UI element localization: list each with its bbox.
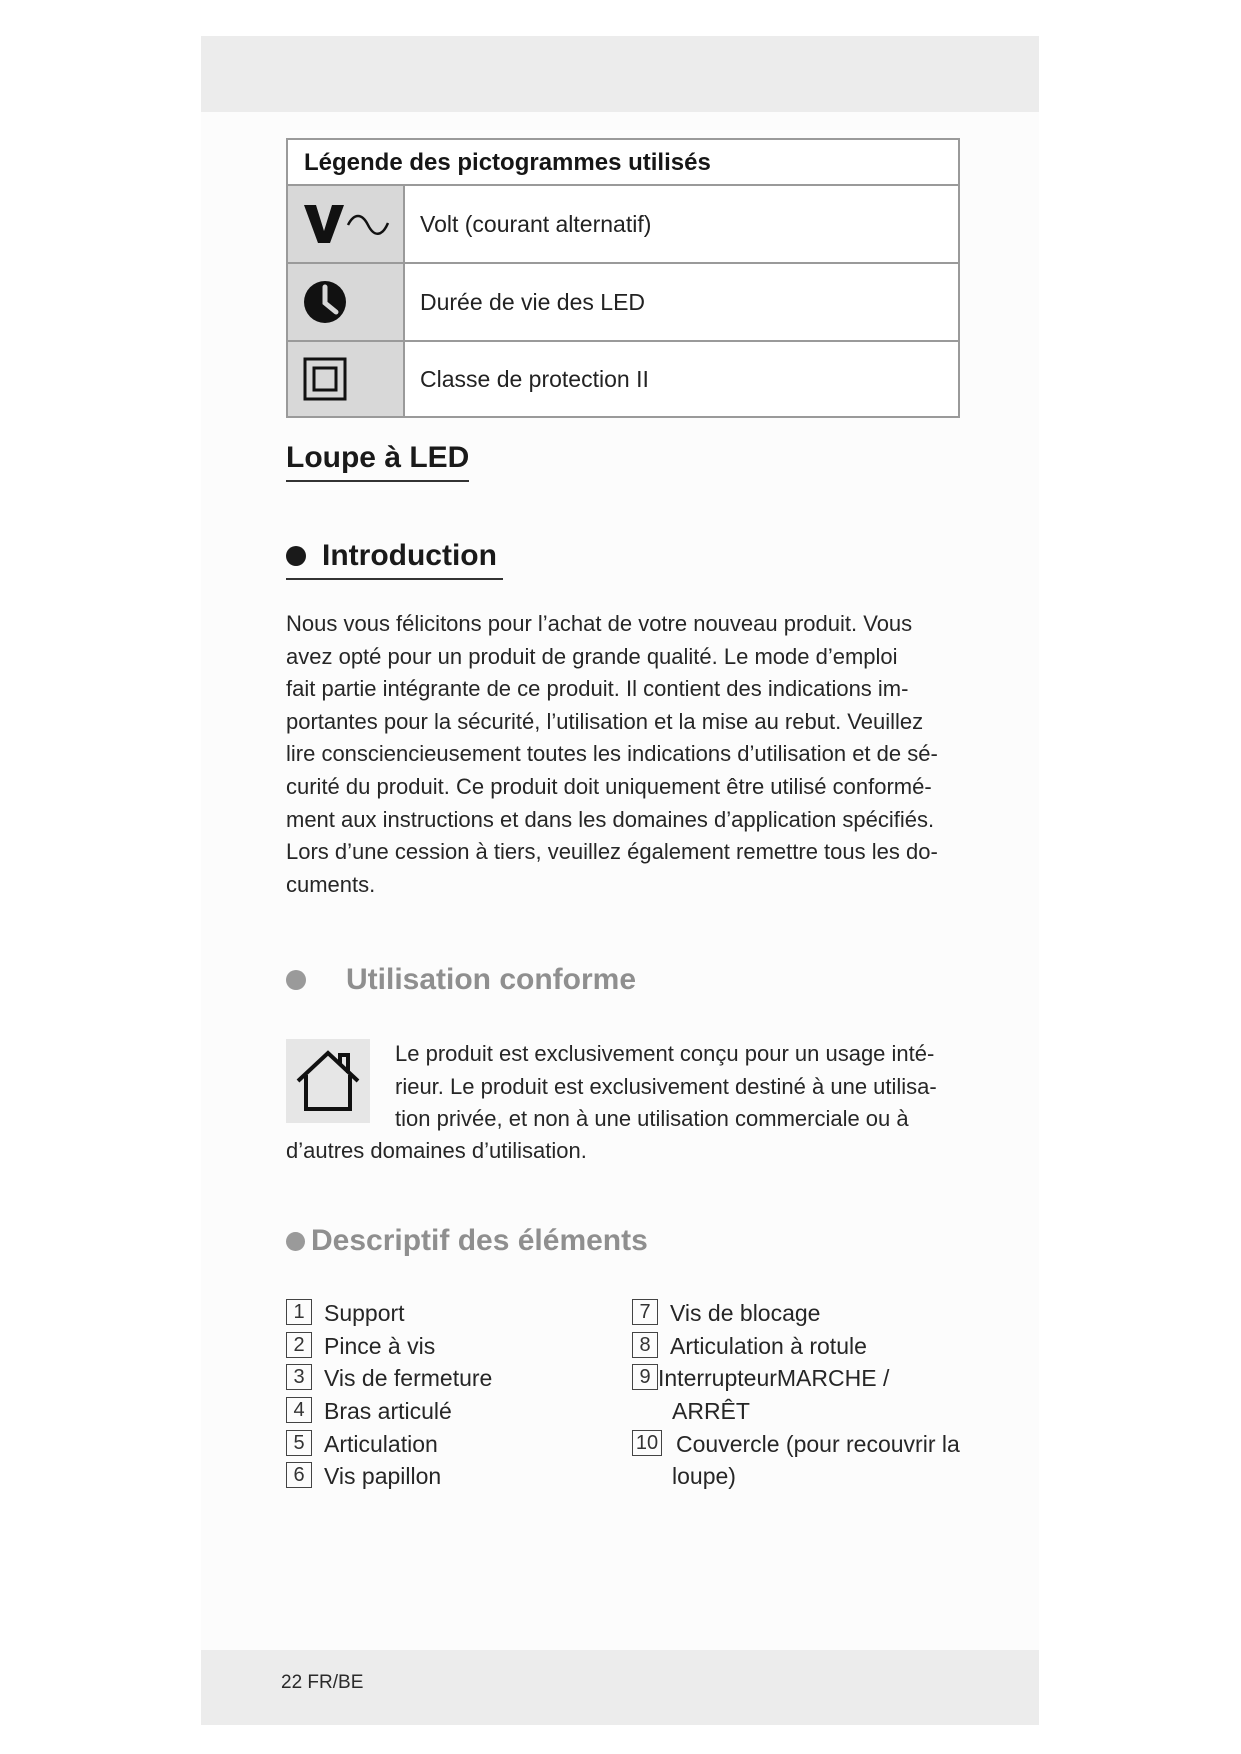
text-line: ment aux instructions et dans les domaines d’application spécifiés. (286, 806, 935, 832)
header-band (201, 36, 1039, 112)
list-item (632, 1297, 972, 1330)
part-label: InterrupteurMARCHE / (658, 1365, 890, 1392)
list-item (286, 1460, 616, 1493)
bullet-icon (286, 970, 306, 990)
part-number: 6 (286, 1462, 312, 1488)
list-item (286, 1297, 616, 1330)
part-label: Bras articulé (324, 1398, 452, 1425)
text-line: tion privée, et non à une utilisation commerciale ou à (395, 1106, 909, 1132)
part-label: Articulation à rotule (670, 1332, 867, 1359)
volt-ac-icon (288, 186, 405, 262)
part-label: Couvercle (pour recouvrir la (676, 1430, 960, 1457)
usage-indented-text (395, 1038, 965, 1136)
part-number: 9 (632, 1364, 658, 1390)
usage-last-line: d’autres domaines d’utilisation. (286, 1138, 587, 1163)
list-item (632, 1428, 972, 1461)
list-item (632, 1330, 972, 1363)
locale-label: FR/BE (307, 1672, 364, 1693)
text-line: Nous vous félicitons pour l’achat de votre nouveau produit. Vous (286, 611, 913, 636)
product-title: Loupe à LED (286, 440, 469, 482)
text-line: portantes pour la sécurité, l’utilisation et la mise au rebut. Veuillez (286, 708, 924, 734)
list-item (286, 1395, 616, 1428)
text-line: fait partie intégrante de ce produit. Il contient des indications im- (286, 676, 909, 702)
page-footer (281, 1672, 363, 1694)
legend-title: Légende des pictogrammes utilisés (288, 140, 958, 186)
legend-text: Volt (courant alternatif) (420, 210, 652, 237)
introduction-heading-text: Introduction (322, 539, 497, 572)
part-label: loupe) (672, 1463, 736, 1490)
part-label: Vis de blocage (670, 1300, 821, 1326)
clock-icon (288, 264, 405, 340)
part-number: 10 (632, 1430, 662, 1456)
text-line: Le produit est exclusivement conçu pour un usage inté- (395, 1041, 935, 1066)
usage-heading-text: Utilisation conforme (346, 963, 637, 996)
list-item-continuation (632, 1460, 972, 1493)
usage-heading (286, 962, 636, 998)
introduction-heading (286, 538, 503, 580)
protection-class-ii-icon (288, 342, 405, 416)
part-label: ARRÊT (672, 1398, 750, 1425)
part-number: 4 (286, 1397, 312, 1423)
part-number: 1 (286, 1299, 312, 1325)
list-item-continuation (632, 1395, 972, 1428)
legend-text: Classe de protection II (420, 365, 649, 392)
text-line: cuments. (286, 871, 376, 897)
pictogram-legend-table (286, 138, 960, 418)
introduction-paragraph (286, 608, 964, 901)
parts-list-right (632, 1297, 972, 1493)
parts-heading-text: Descriptif des éléments (311, 1224, 648, 1257)
legend-row (288, 342, 958, 416)
list-item (632, 1362, 972, 1395)
bullet-icon (286, 1232, 305, 1251)
part-number: 2 (286, 1332, 312, 1358)
part-label: Articulation (324, 1430, 438, 1457)
parts-list-left (286, 1297, 616, 1493)
legend-row (288, 264, 958, 342)
list-item (286, 1428, 616, 1461)
bullet-icon (286, 546, 306, 566)
legend-text: Durée de vie des LED (420, 288, 646, 315)
part-label: Support (324, 1300, 405, 1326)
house-icon (286, 1039, 370, 1123)
list-item (286, 1362, 616, 1395)
legend-row (288, 186, 958, 264)
text-line: lire consciencieusement toutes les indications d’utilisation et de sé- (286, 741, 938, 767)
text-line: avez opté pour un produit de grande qualité. Le mode d’emploi (286, 643, 898, 669)
text-line: rieur. Le produit est exclusivement destiné à une utilisa- (395, 1073, 937, 1099)
part-label: Vis papillon (324, 1463, 442, 1490)
list-item (286, 1330, 616, 1363)
part-number: 8 (632, 1332, 658, 1358)
part-number: 7 (632, 1299, 658, 1325)
part-number: 3 (286, 1364, 312, 1390)
part-label: Vis de fermeture (324, 1365, 493, 1392)
text-line: Lors d’une cession à tiers, veuillez également remettre tous les do- (286, 839, 938, 865)
parts-heading (286, 1223, 648, 1259)
part-number: 5 (286, 1430, 312, 1456)
part-label: Pince à vis (324, 1332, 436, 1359)
text-line: curité du produit. Ce produit doit uniquement être utilisé conformé- (286, 773, 932, 799)
page-number: 22 (281, 1672, 303, 1693)
